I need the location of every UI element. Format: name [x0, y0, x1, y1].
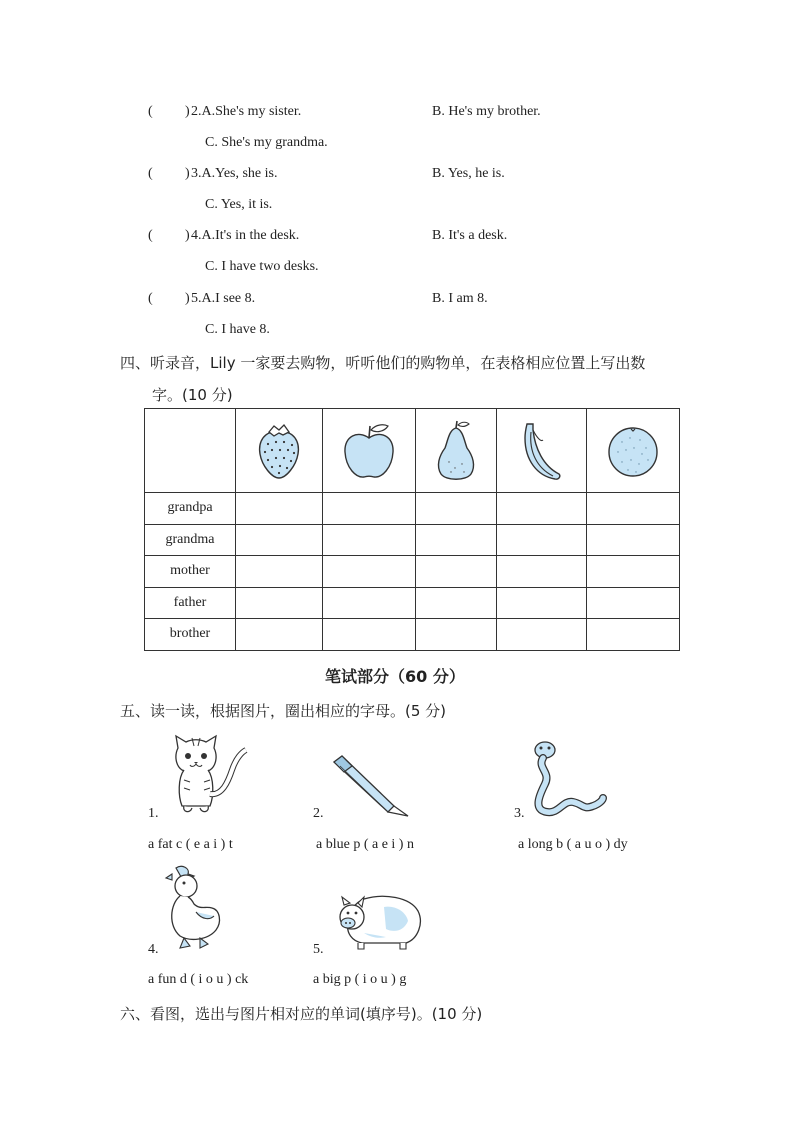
item-number: 5.: [313, 942, 324, 957]
answer-cell[interactable]: [496, 587, 586, 619]
answer-paren-open: (: [148, 166, 153, 181]
row-label: grandma: [145, 524, 236, 556]
answer-cell[interactable]: [496, 493, 586, 525]
option-c: C. I have 8.: [205, 322, 270, 337]
phrase-snake: a long b ( a u o ) dy: [518, 837, 628, 852]
answer-cell[interactable]: [586, 619, 679, 651]
phrase-pig: a big p ( i o u ) g: [313, 972, 407, 987]
answer-cell[interactable]: [236, 619, 323, 651]
orange-icon: [604, 422, 662, 480]
strawberry-icon: [252, 420, 306, 482]
answer-cell[interactable]: [496, 524, 586, 556]
pear-cell: [416, 409, 497, 493]
answer-cell[interactable]: [416, 587, 497, 619]
table-row: [145, 619, 680, 651]
answer-cell[interactable]: [496, 556, 586, 588]
row-label: father: [145, 587, 236, 619]
row-label: brother: [145, 619, 236, 651]
phrase-pen: a blue p ( a e i ) n: [316, 837, 414, 852]
option-c: C. I have two desks.: [205, 259, 319, 274]
pig-picture: [334, 893, 424, 951]
answer-cell[interactable]: [236, 493, 323, 525]
answer-paren-close: ): [185, 228, 190, 243]
answer-cell[interactable]: [586, 524, 679, 556]
cat-picture: [170, 734, 250, 816]
table-row: [145, 493, 680, 525]
answer-cell[interactable]: [416, 524, 497, 556]
snake-picture: [527, 738, 607, 820]
answer-cell[interactable]: [322, 524, 415, 556]
answer-paren-open: (: [148, 291, 153, 306]
answer-paren-close: ): [185, 166, 190, 181]
row-label: mother: [145, 556, 236, 588]
answer-paren-close: ): [185, 104, 190, 119]
option-a: 3.A.Yes, she is.: [191, 166, 278, 181]
option-a: 2.A.She's my sister.: [191, 104, 302, 119]
option-b: B. I am 8.: [432, 291, 488, 306]
answer-cell[interactable]: [586, 493, 679, 525]
answer-cell[interactable]: [586, 587, 679, 619]
table-header-row: [145, 409, 680, 493]
answer-cell[interactable]: [416, 493, 497, 525]
option-c: C. She's my grandma.: [205, 135, 328, 150]
answer-cell[interactable]: [322, 493, 415, 525]
answer-paren-open: (: [148, 228, 153, 243]
shopping-table: [144, 408, 680, 651]
item-number: 4.: [148, 942, 159, 957]
answer-cell[interactable]: [322, 556, 415, 588]
option-a: 5.A.I see 8.: [191, 291, 256, 306]
apple-icon: [340, 420, 398, 482]
pen-picture: [330, 754, 410, 818]
section4-title: 四、听录音，Lily 一家要去购物，听听他们的购物单，在表格相应位置上写出数: [120, 354, 646, 372]
section5-title: 五、读一读，根据图片，圈出相应的字母。(5 分): [120, 702, 447, 720]
banana-cell: [496, 409, 586, 493]
option-b: B. Yes, he is.: [432, 166, 505, 181]
strawberry-cell: [236, 409, 323, 493]
table-row: [145, 524, 680, 556]
answer-cell[interactable]: [236, 587, 323, 619]
option-a: 4.A.It's in the desk.: [191, 228, 300, 243]
section4-title-cont: 字。(10 分): [152, 386, 233, 404]
phrase-duck: a fun d ( i o u ) ck: [148, 972, 249, 987]
option-c: C. Yes, it is.: [205, 197, 273, 212]
pear-icon: [431, 418, 481, 484]
answer-paren-open: (: [148, 104, 153, 119]
apple-cell: [322, 409, 415, 493]
phrase-cat: a fat c ( e a i ) t: [148, 837, 233, 852]
duck-picture: [164, 864, 228, 952]
table-row: [145, 556, 680, 588]
banana-icon: [513, 418, 569, 484]
option-b: B. He's my brother.: [432, 104, 541, 119]
item-number: 3.: [514, 806, 525, 821]
answer-cell[interactable]: [416, 556, 497, 588]
corner-cell: [145, 409, 236, 493]
written-part-heading: 笔试部分（60 分）: [325, 667, 465, 686]
row-label: grandpa: [145, 493, 236, 525]
answer-cell[interactable]: [236, 556, 323, 588]
answer-cell[interactable]: [416, 619, 497, 651]
answer-cell[interactable]: [236, 524, 323, 556]
answer-cell[interactable]: [322, 619, 415, 651]
answer-paren-close: ): [185, 291, 190, 306]
option-b: B. It's a desk.: [432, 228, 508, 243]
item-number: 1.: [148, 806, 159, 821]
answer-cell[interactable]: [586, 556, 679, 588]
item-number: 2.: [313, 806, 324, 821]
section6-title: 六、看图，选出与图片相对应的单词(填序号)。(10 分): [120, 1005, 483, 1023]
answer-cell[interactable]: [496, 619, 586, 651]
answer-cell[interactable]: [322, 587, 415, 619]
orange-cell: [586, 409, 679, 493]
table-row: [145, 587, 680, 619]
